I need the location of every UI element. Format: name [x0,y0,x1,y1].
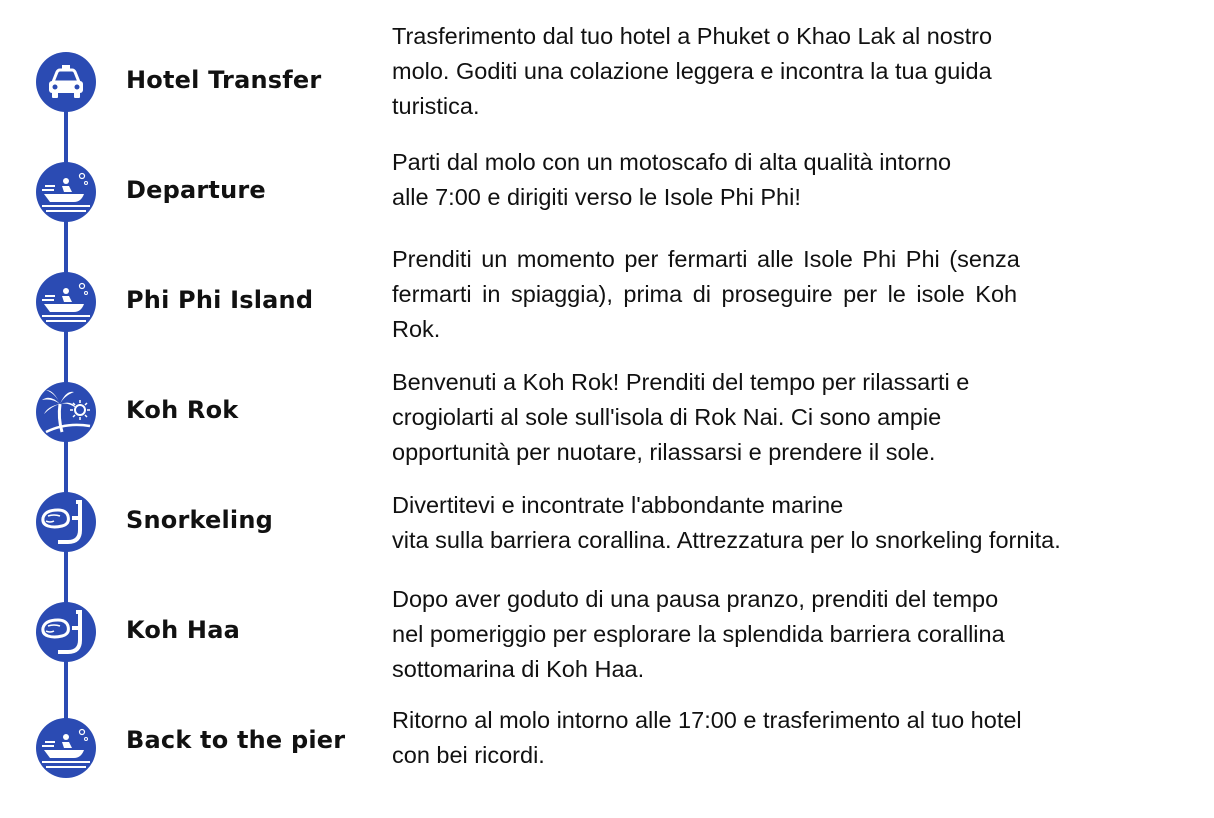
snorkel-mask-icon [36,602,96,662]
speedboat-icon [36,272,96,332]
taxi-icon [36,52,96,112]
description-line: vita sulla barriera corallina. Attrezzatura per lo snorkeling fornita. [392,527,1061,553]
description-line: sottomarina di Koh Haa. [392,656,645,682]
step-title-back-to-the-pier: Back to the pier [126,726,346,754]
palm-beach-icon [36,382,96,442]
step-description-phi-phi-island [392,242,1152,347]
description-line: opportunità per nuotare, rilassarsi e prendere il sole. [392,439,936,465]
description-line: Prenditi un momento per fermarti alle Isole Phi Phi (senza [392,246,1020,272]
step-title-koh-rok: Koh Rok [126,396,239,424]
description-line: Parti dal molo con un motoscafo di alta qualità intorno [392,149,952,175]
step-title-koh-haa: Koh Haa [126,616,240,644]
step-description-departure [392,145,1152,215]
step-title-phi-phi-island: Phi Phi Island [126,286,314,314]
step-title-hotel-transfer: Hotel Transfer [126,66,322,94]
step-description-koh-haa [392,582,1152,687]
description-line: alle 7:00 e dirigiti verso le Isole Phi Phi! [392,184,801,210]
description-line: Divertitevi e incontrate l'abbondante marine [392,492,844,518]
speedboat-icon [36,162,96,222]
step-description-koh-rok [392,365,1152,470]
step-description-hotel-transfer [392,19,1152,124]
description-line: Trasferimento dal tuo hotel a Phuket o Khao Lak al nostro [392,23,993,49]
description-line: Rok. [392,316,441,342]
step-title-departure: Departure [126,176,266,204]
description-line: Ritorno al molo intorno alle 17:00 e trasferimento al tuo hotel [392,707,1022,733]
step-title-snorkeling: Snorkeling [126,506,274,534]
snorkel-mask-icon [36,492,96,552]
description-line: turistica. [392,93,480,119]
description-line: Dopo aver goduto di una pausa pranzo, prenditi del tempo [392,586,999,612]
description-line: con bei ricordi. [392,742,545,768]
description-line: nel pomeriggio per esplorare la splendida barriera corallina [392,621,1005,647]
step-description-snorkeling [392,488,1152,558]
description-line: fermarti in spiaggia), prima di proseguire per le isole Koh [392,281,1018,307]
description-line: molo. Goditi una colazione leggera e incontra la tua guida [392,58,992,84]
description-line: crogiolarti al sole sull'isola di Rok Nai. Ci sono ampie [392,404,942,430]
speedboat-icon [36,718,96,778]
description-line: Benvenuti a Koh Rok! Prenditi del tempo per rilassarti e [392,369,970,395]
step-description-back-to-the-pier [392,703,1152,773]
